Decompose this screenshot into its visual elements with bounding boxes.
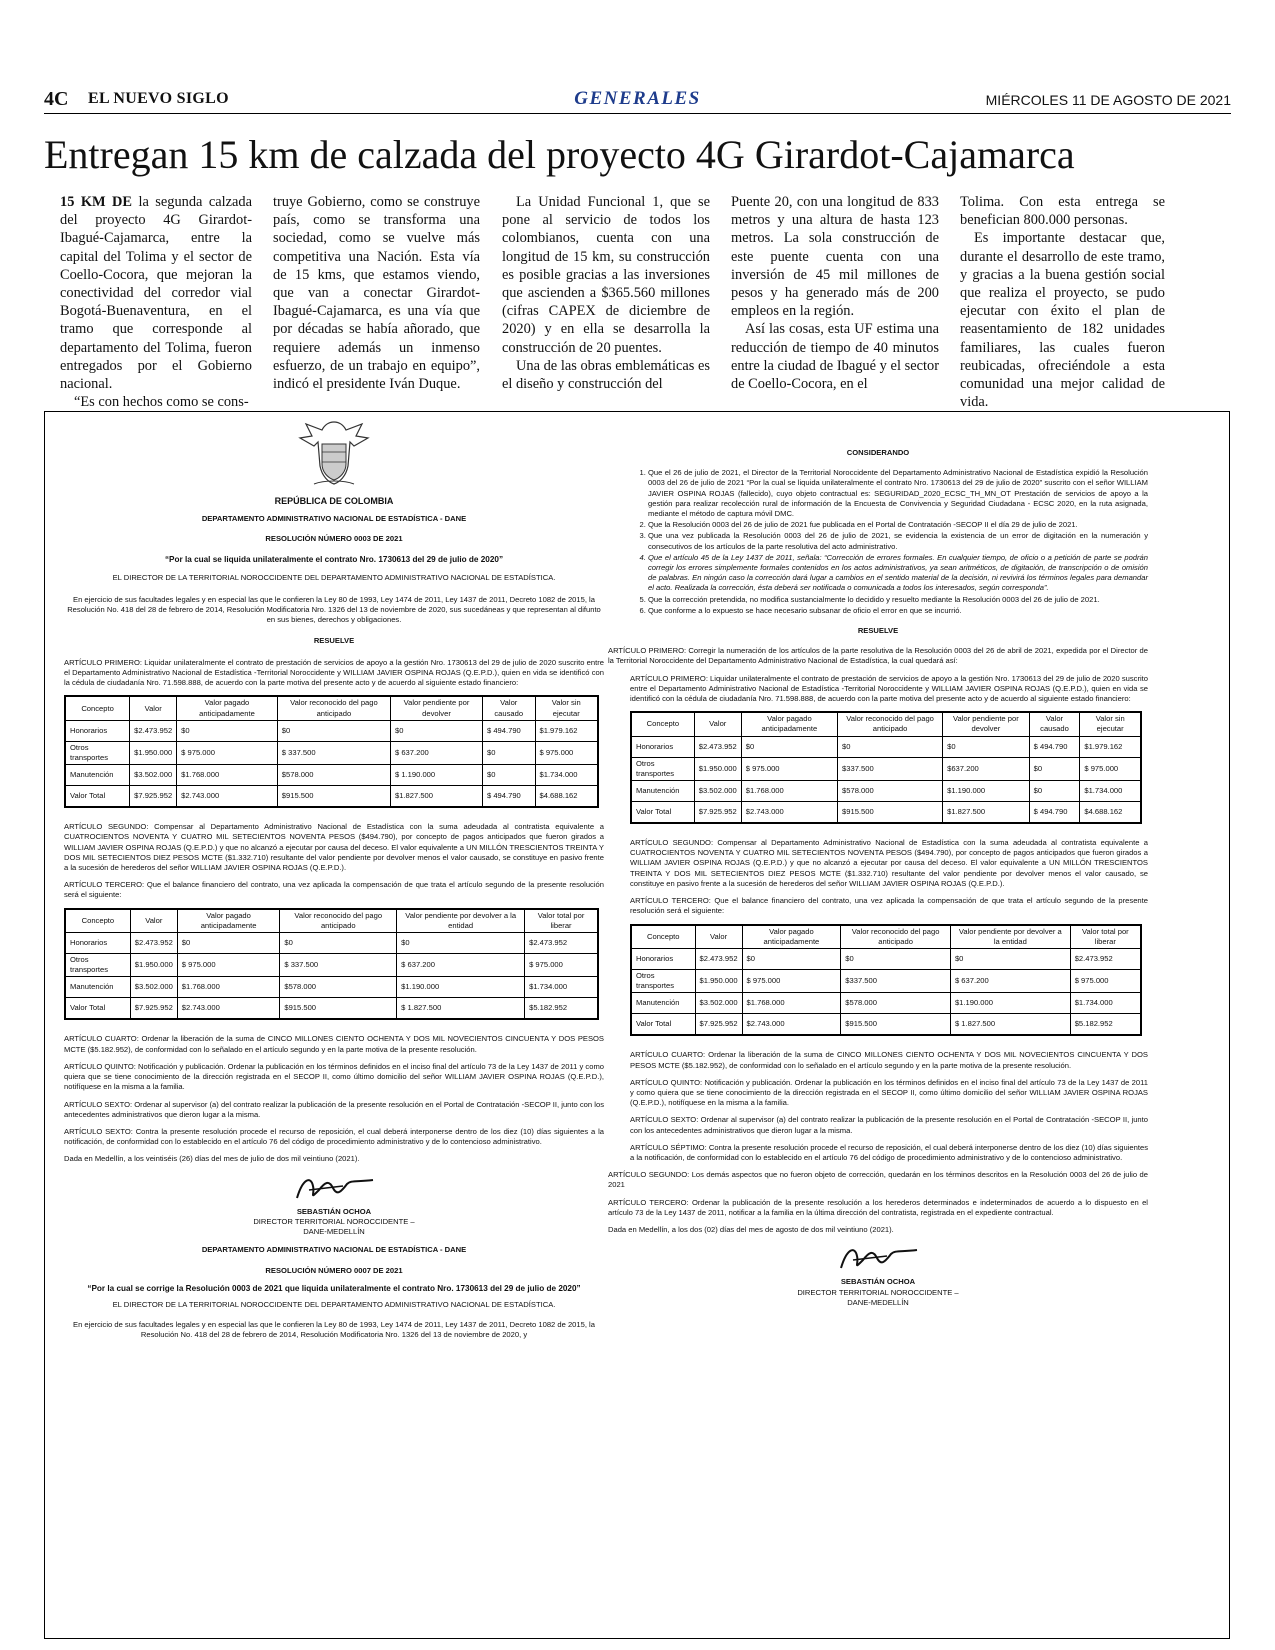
director-line: EL DIRECTOR DE LA TERRITORIAL NOROCCIDENTE DEL DEPARTAMENTO ADMINISTRATIVO NACIONAL DE ESTADÍSTICA. (112, 572, 556, 582)
table-cell: $1.734.000 (1080, 781, 1141, 802)
article-2: ARTÍCULO SEGUNDO: Compensar al Departamento Administrativo Nacional de Estadística con la suma adeudada al contratista equivalente a CUATROCIENTOS NOVENTA Y CUATRO MIL SETECIENTOS NOVENTA PESOS ($494.790), por concepto de pagos anticipados que fueron girados a WILLIAM JAVIER OSPINA ROJAS (Q.E.P.D.) y que no alcanzó a ejecutar por causa del deceso. El valor equivalente a UN MILLÓN TRESCIENTOS TREINTA Y DOS MIL SETECIENTOS DIEZ PESOS MCTE ($1.332.710) resultante del valor pendiente por devolver menos el valor causado, se constituye en pasivo frente a la sucesión de herederos del señor WILLIAM JAVIER OSPINA ROJAS (Q.E.P.D.). (64, 822, 604, 873)
article-3: ARTÍCULO TERCERO: Que el balance financiero del contrato, una vez aplicada la compensación de que trata el artículo segundo de la presente resolución será el siguiente: (64, 880, 604, 900)
article-6: ARTÍCULO SEXTO: Ordenar al supervisor (a) del contrato realizar la publicación de la presente resolución en el Portal de Contratación -SECOP II, junto con los antecedentes administrativos que dieron lugar a la misma. (64, 1099, 604, 1119)
legal-basis: En ejercicio de sus facultades legales y en especial las que le confieren la Ley 80 de 1993, Ley 1474 de 2011, Ley 1437 de 2011, Decreto 1082 de 2015, la Resolución No. 418 del 28 de febrero de 2014, Resolución Modificatoria Nro. 1326 del 13 de noviembre de 2020, sus sucedáneas y que representan al difunto en sus bienes, derechos y obligaciones. (67, 595, 601, 625)
table-cell: $2.473.952 (694, 736, 741, 757)
table-cell: $0 (277, 720, 390, 741)
article-2-correction: ARTÍCULO SEGUNDO: Los demás aspectos que no fueron objeto de corrección, quedarán en los términos descritos en la Resolución 0003 del 26 de julio de 2021 (608, 1170, 1148, 1190)
department-title-2: DEPARTAMENTO ADMINISTRATIVO NACIONAL DE ESTADÍSTICA - DANE (201, 1245, 467, 1255)
coat-of-arms (64, 418, 604, 496)
column-header: Valor sin ejecutar (535, 696, 598, 720)
article-column-2 (273, 193, 480, 393)
resuelve-heading: RESUELVE (313, 635, 355, 645)
signatory-name: SEBASTIÁN OCHOA (840, 1277, 916, 1287)
republic-title: REPÚBLICA DE COLOMBIA (274, 496, 394, 506)
table-cell: Otros transportes (65, 741, 130, 764)
financial-table-4 (630, 924, 1142, 1037)
signature-icon (289, 1172, 379, 1204)
quoted-article-2: ARTÍCULO SEGUNDO: Compensar al Departamento Administrativo Nacional de Estadística con la suma adeudada al contratista equivalente a CUATROCIENTOS NOVENTA Y CUATRO MIL SETECIENTOS NOVENTA PESOS ($494.790), por concepto de pagos anticipados que fueron girados a WILLIAM JAVIER OSPINA ROJAS (Q.E.P.D.) y que no alcanzó a ejecutar por causa del deceso. El valor equivalente a UN MILLÓN TRESCIENTOS TREINTA Y DOS MIL SETECIENTOS DIEZ PESOS MCTE ($1.332.710) resultante del valor pendiente por devolver menos el valor causado, se constituye en pasivo frente a la sucesión de herederos del señor WILLIAM JAVIER OSPINA ROJAS (Q.E.P.D.). (630, 838, 1148, 888)
article-3-correction: ARTÍCULO TERCERO: Ordenar la publicación de la presente resolución a los herederos determinados e indeterminados de acuerdo a lo dispuesto en el artículo 73 de la Ley 1437 de 2011, notificar a la familia en la última dirección del contratista, registrada en el expediente contractual. (608, 1197, 1148, 1217)
table-cell: Manutención (65, 765, 130, 786)
table-cell: $1.768.000 (177, 977, 280, 998)
column-header: Valor (130, 696, 177, 720)
table-cell: $ 975.000 (1080, 757, 1141, 780)
table-cell: $637.200 (943, 757, 1030, 780)
quoted-article-1: ARTÍCULO PRIMERO: Liquidar unilateralmente el contrato de prestación de servicios de apoyo a la gestión Nro. 1730613 del 29 de julio de 2020 suscrito entre el Departamento Administrativo Nacional de Estadística -Territorial Noroccidente y WILLIAM JAVIER OSPINA ROJAS (Q.E.P.D.), quien en vida se identificó con la cédula de ciudadanía Nro. 71.598.888, de acuerdo con la parte motiva del presente acto y de acuerdo al siguiente estado financiero: (630, 673, 1148, 704)
table-row (631, 948, 1141, 969)
table-cell: Valor Total (65, 786, 130, 808)
paragraph: Puente 20, con una longitud de 833 metros y una altura de hasta 123 metros. La sola construcción de este puente cuenta con una inversión de 45 mil millones de pesos y ha generado más de 200 empleos en la región. (731, 194, 939, 320)
article-1-correction: ARTÍCULO PRIMERO: Corregir la numeración de los artículos de la parte resolutiva de la Resolución 0003 del 26 de abril de 2021, expedida por el Director de la Territorial Noroccidente del Departamento Administrativo Nacional de Estadística, la cual quedará así: (608, 646, 1148, 666)
table-row (65, 786, 598, 808)
lead-in: 15 KM DE (60, 194, 133, 210)
table-cell: $5.182.952 (525, 998, 598, 1020)
column-header: Valor reconocido del pago anticipado (838, 712, 943, 736)
column-header: Valor (695, 925, 742, 949)
column-header: Valor total por liberar (1070, 925, 1141, 949)
table-cell: $1.734.000 (1070, 993, 1141, 1014)
table-cell: $1.734.000 (535, 765, 598, 786)
table-header-row (631, 712, 1141, 736)
table-row (631, 781, 1141, 802)
article-column-1 (60, 193, 252, 411)
table-cell: $ 494.790 (482, 720, 535, 741)
table-cell: $7.925.952 (130, 786, 177, 808)
resuelve-heading-2: RESUELVE (857, 626, 899, 636)
table-cell: $1.768.000 (177, 765, 278, 786)
table-header-row (65, 696, 598, 720)
list-item: 4. Que el artículo 45 de la Ley 1437 de 2011, señala: “Corrección de errores formales. En cualquier tiempo, de oficio o a petición de parte se podrán corregir los errores simplemente formales contenidos en los actos administrativos, ya sean aritméticos, de digitación, de transcripción o de omisión de palabras. En ningún caso la corrección dará lugar a cambios en el sentido material de la decisión, ni revivirá los términos legales para demandar el acto. Realizada la corrección, ésta deberá ser notificada o comunicada a todos los interesados, según corresponda”. (648, 553, 1148, 594)
table-cell: $ 494.790 (482, 786, 535, 808)
table-cell: $578.000 (838, 781, 943, 802)
table-row (65, 720, 598, 741)
table-header-row (65, 909, 598, 933)
column-header: Concepto (65, 696, 130, 720)
signatory-office: DANE-MEDELLÍN (847, 1297, 909, 1307)
table-cell: $1.190.000 (950, 993, 1070, 1014)
resolution-subject: “Por la cual se liquida unilateralmente el contrato Nro. 1730613 del 29 de julio de 2020” (164, 554, 504, 564)
quoted-article-3: ARTÍCULO TERCERO: Que el balance financiero del contrato, una vez aplicada la compensación de que trata el artículo segundo de la presente resolución será el siguiente: (630, 896, 1148, 916)
department-title: DEPARTAMENTO ADMINISTRATIVO NACIONAL DE ESTADÍSTICA - DANE (201, 514, 467, 524)
column-header: Valor causado (482, 696, 535, 720)
table-cell: $ 975.000 (741, 757, 837, 780)
table-cell: Manutención (631, 993, 695, 1014)
table-cell: Honorarios (65, 933, 130, 954)
paragraph: La Unidad Funcional 1, que se pone al servicio de todos los colombianos, cuenta con una longitud de 15 km, su construcción es posible gracias a las inversiones que ascienden a $365.560 millones (cifras CAPEX de diciembre de 2020) y en ella se desarrolla la construcción de 20 puentes. (502, 194, 710, 356)
column-header: Valor pendiente por devolver a la entidad (950, 925, 1070, 949)
table-cell: $7.925.952 (694, 802, 741, 824)
list-item: 5. Que la corrección pretendida, no modifica sustancialmente lo decidido y resuelto mediante la Resolución 0003 del 26 de julio de 2021. (648, 595, 1148, 605)
column-header: Valor pendiente por devolver (943, 712, 1030, 736)
table-cell: $1.768.000 (741, 781, 837, 802)
paragraph (60, 193, 252, 393)
table-cell: $915.500 (277, 786, 390, 808)
table-cell: $0 (177, 933, 280, 954)
resolution-number-2: RESOLUCIÓN NÚMERO 0007 DE 2021 (265, 1265, 403, 1275)
resolution-subject-2: “Por la cual se corrige la Resolución 0003 de 2021 que liquida unilateralmente el contrato Nro. 1730613 del 29 de julio de 2020” (87, 1283, 581, 1293)
table-cell: $2.473.952 (695, 948, 742, 969)
table-row (65, 998, 598, 1020)
table-cell: $2.473.952 (525, 933, 598, 954)
signature-block (64, 1172, 604, 1238)
table-cell: Valor Total (631, 1014, 695, 1036)
article-column-5 (960, 193, 1165, 411)
table-cell: $7.925.952 (130, 998, 177, 1020)
table-cell: $3.502.000 (695, 993, 742, 1014)
table-cell: $3.502.000 (130, 977, 177, 998)
table-cell: Honorarios (631, 948, 695, 969)
table-cell: $ 494.790 (1029, 802, 1080, 824)
table-row (631, 993, 1141, 1014)
signatory-title: DIRECTOR TERRITORIAL NOROCCIDENTE – (253, 1216, 415, 1226)
article-column-3 (502, 193, 710, 393)
paragraph: Es importante destacar que, durante el desarrollo de este tramo, y gracias a la buena gestión social que realiza el proyecto, se pudo ejecutar con éxito el plan de reasentamiento de 182 unidades familiares, las cuales fueron reubicadas, ofreciéndole a esta comunidad una mejor calidad de vida. (960, 230, 1165, 411)
header-rule (44, 113, 1231, 114)
table-row (631, 969, 1141, 992)
table-row (65, 954, 598, 977)
table-cell: $0 (397, 933, 525, 954)
table-row (65, 741, 598, 764)
table-cell: $ 1.190.000 (391, 765, 483, 786)
table-cell: $ 337.500 (277, 741, 390, 764)
table-cell: $0 (841, 948, 951, 969)
table-cell: $1.979.162 (1080, 736, 1141, 757)
list-item: 6. Que conforme a lo expuesto se hace necesario subsanar de oficio el error en que se incurrió. (648, 606, 1148, 616)
signatory-name: SEBASTIÁN OCHOA (296, 1206, 372, 1216)
table-cell: $1.190.000 (943, 781, 1030, 802)
column-header: Valor pendiente por devolver (391, 696, 483, 720)
article-1: ARTÍCULO PRIMERO: Liquidar unilateralmente el contrato de prestación de servicios de apoyo a la gestión Nro. 1730613 del 29 de julio de 2020 suscrito entre el Departamento Administrativo Nacional de Estadística -Territorial Noroccidente y WILLIAM JAVIER OSPINA ROJAS (Q.E.P.D.), quien en vida se identificó con la cédula de ciudadanía Nro. 71.598.888, de acuerdo con la parte motiva del presente acto y de acuerdo al siguiente estado financiero: (64, 657, 604, 688)
masthead: EL NUEVO SIGLO (88, 90, 229, 107)
column-header: Valor sin ejecutar (1080, 712, 1141, 736)
section-title: GENERALES (574, 88, 701, 109)
table-cell: $2.743.000 (742, 1014, 841, 1036)
table-cell: $337.500 (838, 757, 943, 780)
table-cell: Valor Total (631, 802, 694, 824)
table-cell: $0 (741, 736, 837, 757)
column-header: Valor reconocido del pago anticipado (841, 925, 951, 949)
table-cell: $1.950.000 (130, 741, 177, 764)
quoted-article-6: ARTÍCULO SEXTO: Ordenar al supervisor (a) del contrato realizar la publicación de la presente resolución en el Portal de Contratación -SECOP II, junto con los antecedentes administrativos que dieron lugar a la misma. (630, 1115, 1148, 1135)
dated-line: Dada en Medellín, a los veintiséis (26) días del mes de julio de dos mil veintiuno (2021). (64, 1154, 360, 1164)
column-header: Valor causado (1029, 712, 1080, 736)
table-cell: $0 (177, 720, 278, 741)
table-cell: $0 (950, 948, 1070, 969)
page-number: 4C (44, 88, 69, 110)
table-cell: $578.000 (277, 765, 390, 786)
table-cell: $0 (943, 736, 1030, 757)
paragraph: Tolima. Con esta entrega se benefician 800.000 personas. (960, 194, 1165, 229)
table-row (631, 802, 1141, 824)
column-header: Valor pagado anticipadamente (742, 925, 841, 949)
column-header: Valor reconocido del pago anticipado (280, 909, 397, 933)
considerando-heading: CONSIDERANDO (846, 448, 910, 457)
table-cell: Otros transportes (631, 757, 694, 780)
table-cell: Valor Total (65, 998, 130, 1020)
resolution-number: RESOLUCIÓN NÚMERO 0003 DE 2021 (265, 534, 403, 544)
table-cell: $1.979.162 (535, 720, 598, 741)
table-cell: $0 (482, 741, 535, 764)
column-header: Concepto (631, 712, 694, 736)
column-header: Valor (694, 712, 741, 736)
list-item: 1. Que el 26 de julio de 2021, el Director de la Territorial Noroccidente del Departamento Administrativo Nacional de Estadística expidió la Resolución 0003 del 26 de julio de 2021 “Por la cual se liquida unilateralmente el contrato Nro. 1730613 del 29 de julio de 2020” suscrito con el señor WILLIAM JAVIER OSPINA ROJAS (fallecido), cuyo objeto contractual es: SEGURIDAD_2020_ECSC_TH_MN_OT Prestación de servicios de apoyo a la gestión para realizar recolección rural de información de la Encuesta de Convivencia y Seguridad Ciudadana - ECSC 2020, en la ruta asignada, mediante el método de captura móvil DMC. (648, 468, 1148, 519)
table-cell: $1.190.000 (397, 977, 525, 998)
table-cell: $ 1.827.500 (397, 998, 525, 1020)
table-cell: $ 637.200 (950, 969, 1070, 992)
table-cell: $0 (482, 765, 535, 786)
table-cell: $3.502.000 (694, 781, 741, 802)
quoted-article-4: ARTÍCULO CUARTO: Ordenar la liberación de la suma de CINCO MILLONES CIENTO OCHENTA Y DOS MIL NOVECIENTOS CINCUENTA Y DOS PESOS MCTE ($5.182.952), de conformidad con lo señalado en el artículo segundo y en la parte motiva de la presente resolución. (630, 1050, 1148, 1070)
financial-table-2 (64, 908, 599, 1021)
table-header-row (631, 925, 1141, 949)
quoted-articles (630, 674, 1148, 1163)
paragraph: Una de las obras emblemáticas es el diseño y construcción del (502, 357, 710, 393)
table-cell: $2.743.000 (177, 786, 278, 808)
dated-line-2: Dada en Medellín, a los dos (02) días del mes de agosto de dos mil veintiuno (2021). (608, 1224, 894, 1234)
article-5: ARTÍCULO QUINTO: Notificación y publicación. Ordenar la publicación en los términos definidos en el inciso final del artículo 73 de la Ley 1437 de 2011 y como quiera que se tiene conocimiento de la dirección registrada en el SECOP II, como último domicilio del señor WILLIAM JAVIER OSPINA ROJAS (Q.E.P.D.), notifíquese en la misma a la familia. (64, 1061, 604, 1092)
table-cell: $0 (742, 948, 841, 969)
signature-block-2 (608, 1242, 1148, 1308)
table-cell: $2.743.000 (177, 998, 280, 1020)
table-row (65, 765, 598, 786)
table-cell: $0 (838, 736, 943, 757)
table-cell: $1.827.500 (391, 786, 483, 808)
paragraph: truye Gobierno, como se construye país, como se transforma una sociedad, como se vuelve más competitiva una Nación. Esta vía de 15 kms, que estamos viendo, que van a conectar Girardot-Ibagué-Cajamarca, es una vía que por décadas se había añorado, que requiere además un inmenso esfuerzo, de un trabajo en equipo”, indicó el presidente Iván Duque. (273, 194, 480, 393)
signatory-title: DIRECTOR TERRITORIAL NOROCCIDENTE – (797, 1287, 959, 1297)
table-cell: $4.688.162 (1080, 802, 1141, 824)
table-cell: $ 975.000 (1070, 969, 1141, 992)
table-cell: $0 (1029, 781, 1080, 802)
table-cell: $ 975.000 (177, 741, 278, 764)
column-header: Valor pagado anticipadamente (177, 696, 278, 720)
table-cell: $0 (280, 933, 397, 954)
paragraph: Así las cosas, esta UF estima una reducción de tiempo de 40 minutos entre la ciudad de Ibagué y el sector de Coello-Cocora, en el (731, 321, 939, 393)
table-cell: $1.734.000 (525, 977, 598, 998)
table-cell: $2.473.952 (1070, 948, 1141, 969)
list-item: 2. Que la Resolución 0003 del 26 de julio de 2021 fue publicada en el Portal de Contratación -SECOP II el día 29 de julio de 2021. (648, 520, 1148, 530)
column-header: Valor pendiente por devolver a la entidad (397, 909, 525, 933)
table-cell: $915.500 (280, 998, 397, 1020)
table-cell: $1.950.000 (694, 757, 741, 780)
table-row (631, 736, 1141, 757)
table-cell: $2.743.000 (741, 802, 837, 824)
paragraph-text: la segunda calzada del proyecto 4G Girardot-Ibagué-Cajamarca, entre la capital del Tolima y el sector de Coello-Cocora, que mejoran la conectividad del corredor vial Bogotá-Buenaventura, en el tramo que corresponde al departamento del Tolima, fueron entregados por el Gobierno nacional. (60, 194, 252, 393)
table-cell: $2.473.952 (130, 933, 177, 954)
financial-table-1 (64, 695, 599, 808)
table-row (631, 757, 1141, 780)
column-header: Valor reconocido del pago anticipado (277, 696, 390, 720)
list-item: 3. Que una vez publicada la Resolución 0003 del 26 de julio de 2021, se evidencia la existencia de un error de digitación en la numeración y consecutivos de los artículos de la parte resolutiva del acto administrativo. (648, 531, 1148, 551)
table-cell: $ 637.200 (391, 741, 483, 764)
table-row (65, 977, 598, 998)
considerations-list (608, 468, 1148, 616)
article-7: ARTÍCULO SEXTO: Contra la presente resolución procede el recurso de reposición, el cual deberá interponerse dentro de los diez (10) días siguientes a la notificación, de conformidad con lo establecido en el artículo 76 del código de procedimiento administrativo y de lo contencioso administrativo. (64, 1126, 604, 1147)
table-cell: $7.925.952 (695, 1014, 742, 1036)
table-cell: $578.000 (841, 993, 951, 1014)
table-cell: $5.182.952 (1070, 1014, 1141, 1036)
issue-date: MIÉRCOLES 11 DE AGOSTO DE 2021 (985, 92, 1231, 108)
article-column-4 (731, 193, 939, 393)
table-cell: Manutención (65, 977, 130, 998)
table-cell: $915.500 (838, 802, 943, 824)
resolution-0007 (608, 448, 1148, 1308)
table-cell: $ 975.000 (177, 954, 280, 977)
table-cell: $915.500 (841, 1014, 951, 1036)
table-cell: $3.502.000 (130, 765, 177, 786)
table-cell: $0 (1029, 757, 1080, 780)
table-cell: $ 975.000 (525, 954, 598, 977)
table-cell: Honorarios (631, 736, 694, 757)
table-cell: $ 337.500 (280, 954, 397, 977)
table-cell: Otros transportes (65, 954, 130, 977)
table-cell: $ 975.000 (535, 741, 598, 764)
table-cell: Honorarios (65, 720, 130, 741)
table-cell: $0 (391, 720, 483, 741)
table-row (631, 1014, 1141, 1036)
paragraph: “Es con hechos como se cons- (74, 394, 249, 411)
quoted-article-5: ARTÍCULO QUINTO: Notificación y publicación. Ordenar la publicación en los términos definidos en el inciso final del artículo 73 de la Ley 1437 de 2011 y como quiera que se tiene conocimiento de la dirección registrada en el SECOP II, como último domicilio del señor WILLIAM JAVIER OSPINA ROJAS (Q.E.P.D.), notifíquese en la misma a la familia. (630, 1077, 1148, 1108)
signature-icon (833, 1242, 923, 1274)
table-cell: $1.950.000 (130, 954, 177, 977)
article-4: ARTÍCULO CUARTO: Ordenar la liberación de la suma de CINCO MILLONES CIENTO OCHENTA Y DOS MIL NOVECIENTOS CINCUENTA Y DOS PESOS MCTE ($5.182.952), de conformidad con lo señalado en el artículo segundo y en la parte motiva de la presente resolución. (64, 1034, 604, 1054)
resolution-0003 (64, 418, 604, 1348)
director-line-2: EL DIRECTOR DE LA TERRITORIAL NOROCCIDENTE DEL DEPARTAMENTO ADMINISTRATIVO NACIONAL DE ESTADÍSTICA. (112, 1299, 556, 1309)
table-cell: Manutención (631, 781, 694, 802)
table-cell: $578.000 (280, 977, 397, 998)
coat-of-arms-icon (292, 418, 376, 488)
table-cell: $ 975.000 (742, 969, 841, 992)
column-header: Valor pagado anticipadamente (741, 712, 837, 736)
table-cell: $2.473.952 (130, 720, 177, 741)
column-header: Valor pagado anticipadamente (177, 909, 280, 933)
table-cell: $1.827.500 (943, 802, 1030, 824)
table-cell: $1.950.000 (695, 969, 742, 992)
table-cell: $1.768.000 (742, 993, 841, 1014)
signatory-office: DANE-MEDELLÍN (303, 1227, 365, 1237)
column-header: Concepto (65, 909, 130, 933)
column-header: Valor total por liberar (525, 909, 598, 933)
table-cell: Otros transportes (631, 969, 695, 992)
table-cell: $4.688.162 (535, 786, 598, 808)
headline: Entregan 15 km de calzada del proyecto 4G Girardot-Cajamarca (44, 132, 1075, 177)
legal-basis-2: En ejercicio de sus facultades legales y en especial las que le confieren la Ley 80 de 1993, Ley 1474 de 2011, Ley 1437 de 2011, Decreto 1082 de 2015, la Resolución No. 418 del 28 de febrero de 2014, Resolución Modificatoria Nro. 1326 del 13 de noviembre de 2020, y (73, 1320, 595, 1340)
column-header: Valor (130, 909, 177, 933)
financial-table-3 (630, 711, 1142, 824)
table-row (65, 933, 598, 954)
table-cell: $ 1.827.500 (950, 1014, 1070, 1036)
table-cell: $337.500 (841, 969, 951, 992)
table-cell: $ 637.200 (397, 954, 525, 977)
quoted-article-7: ARTÍCULO SÉPTIMO: Contra la presente resolución procede el recurso de reposición, el cual deberá interponerse dentro de los diez (10) días siguientes a la notificación, de conformidad con lo establecido en el artículo 76 del código de procedimiento administrativo y de lo contencioso administrativo. (630, 1142, 1148, 1162)
column-header: Concepto (631, 925, 695, 949)
table-cell: $ 494.790 (1029, 736, 1080, 757)
